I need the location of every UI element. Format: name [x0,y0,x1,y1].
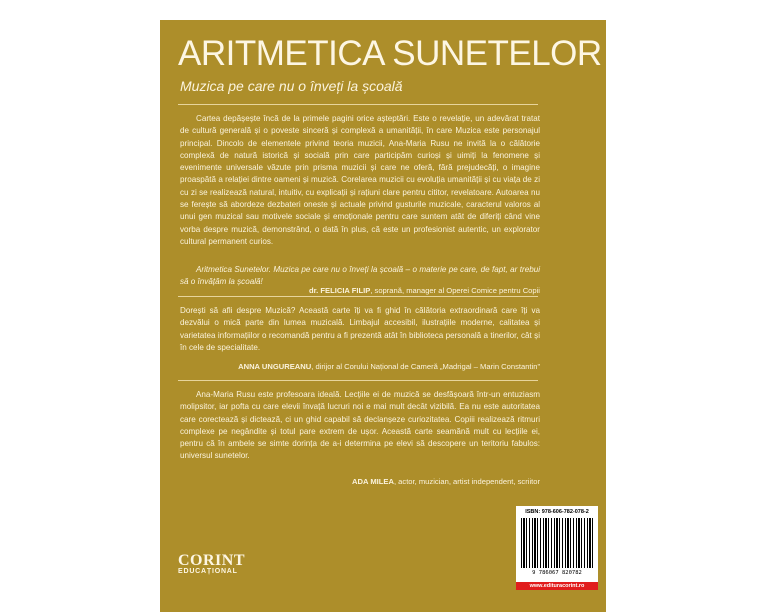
publisher-logo-name: CORINT [178,552,246,569]
review-paragraph-1b-text: Aritmetica Sunetelor. Muzica pe care nu o înveți la școală – o materie pe care, de fapt, ar trebui să o învățăm la școală! [180,265,540,287]
publisher-logo [178,552,248,575]
book-title: ARITMETICA SUNETELOR [178,34,602,73]
attribution-2-role: , dirijor al Corului Național de Cameră „Madrigal – Marin Constantin” [311,362,540,371]
book-subtitle: Muzica pe care nu o înveți la școală [180,78,403,94]
barcode-digits: 9 786067 820782 [532,570,582,576]
attribution-3-role: , actor, muzician, artist independent, scriitor [393,477,540,486]
book-back-cover [160,20,606,612]
isbn-barcode [516,506,598,582]
review-paragraph-3: Ana-Maria Rusu este profesoara ideală. Lecțiile ei de muzică se desfășoară într-un entuziasm molipsitor, iar pofta cu care elevii învață lucruri noi e mai mult decât vizibilă. Ea nu este autoritatea care corectează și dictează, ci un ghid capabil să declanșeze curiozitatea. Copiii realizează ritmuri complexe pe negândite și totul pare extrem de ușor. Această carte seamănă mult cu lecțiile ei, pentru că în ambele se simte dorința de a-i determina pe elevi să descopere un teritoriu fabulos: universul sunetelor. [180,390,540,461]
review-paragraph-1b [180,264,540,289]
divider [178,380,538,381]
review-paragraph-1: Cartea depășește încă de la primele pagini orice așteptări. Este o revelație, un adevărat tratat de cultură generală și o poveste sinceră și complexă a umanității, în care Muzica este personajul principal. Dincolo de elementele privind teoria muzicii, Ana-Maria Rusu ne invită la o călătorie complexă de natură istorică și socială prin care participăm curioși și uimiți la fenomene și evenimente universale văzute prin prisma muzicii și care ne oferă, fără prejudecăți, o imagine proaspătă a relației dintre oameni și muzică. Corelarea muzicii cu evoluția umanității și cu viața de zi cu zi se realizează natural, intuitiv, cu explicații și rațiuni clare pentru cititor, revelatoare. Autoarea nu se ferește să abordeze dezbateri oneste și actuale privind gusturile muzicale, caracterul valoros al unui gen muzical sau motivele sociale și emoționale pentru care suntem atât de diferiți când vine vorba despre muzică, demonstrând, o dată în plus, că este un profesionist autentic, un explorator cultural permanent curios. [180,114,540,246]
attribution-1-name: dr. FELICIA FILIP [308,286,371,295]
review-paragraph-2: Dorești să afli despre Muzică? Această carte îți va fi ghid în călătoria extraordinară care îți va dezvălui o mică parte din lumea muzicală. Limbajul accesibil, ilustrațiile moderne, calitatea și varietatea informațiilor o recomandă pentru a fi prezentă atât în biblioteca personală a tinerilor, cât și în cele de specialitate. [180,306,540,352]
attribution-1-role: , soprană, manager al Operei Comice pentru Copii [370,286,540,295]
attribution-2 [238,362,540,371]
attribution-3-name: ADA MILEA [352,477,394,486]
attribution-1 [309,286,540,295]
isbn-label: ISBN: 978-606-782-078-2 [525,509,589,515]
publisher-logo-sub: EDUCAȚIONAL [178,568,238,575]
attribution-2-name: ANNA UNGUREANU [238,362,312,371]
attribution-3 [352,477,540,486]
divider [178,104,538,105]
barcode-image [521,518,593,568]
divider [178,296,538,297]
publisher-website: www.edituracorint.ro [516,582,598,590]
